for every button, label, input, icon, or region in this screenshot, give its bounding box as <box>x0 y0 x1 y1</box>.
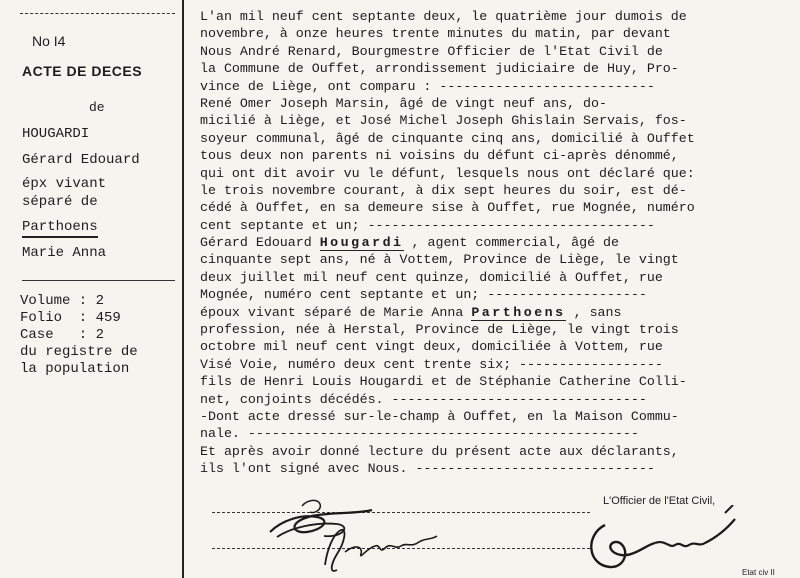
spouse-surname-emphasis: Parthoens <box>471 304 566 320</box>
officer-label: L'Officier de l'Etat Civil, <box>603 495 716 507</box>
spouse-name-line <box>200 304 790 321</box>
act-type-title: ACTE DE DECES <box>22 63 143 79</box>
register-case: Case : 2 <box>20 327 105 343</box>
act-line: vince de Liège, ont comparu : --------------------------- <box>200 78 655 94</box>
act-line: deux juillet mil neuf cent quinze, domicilié à Ouffet, rue <box>200 269 663 285</box>
register-folio: Folio : 459 <box>20 310 121 326</box>
act-line: le trois novembre courant, à dix sept heures du soir, est dé- <box>200 182 687 198</box>
register-line2: la population <box>20 361 130 377</box>
act-line: net, conjoints décédés. -------------------------------- <box>200 391 647 407</box>
register-volume: Volume : 2 <box>20 293 105 309</box>
officer-signature <box>575 505 745 578</box>
act-line: Mognée, numéro cent septante et un; -------------------- <box>200 287 647 303</box>
act-line: tous deux non parents ni voisins du défunt ci-après dénommé, <box>200 148 679 164</box>
deceased-line-prefix: Gérard Edouard <box>200 235 320 251</box>
act-line: cent septante et un; ------------------------------------ <box>200 217 655 233</box>
deceased-name-line <box>200 234 790 251</box>
act-line: octobre mil neuf cent vingt deux, domiciliée à Vottem, rue <box>200 339 663 355</box>
act-number: No I4 <box>32 33 66 49</box>
act-line: la Commune de Ouffet, arrondissement judiciaire de Huy, Pro- <box>200 61 679 77</box>
declarant-signature-2 <box>315 520 445 578</box>
act-line: ils l'ont signé avec Nous. ------------------------------ <box>200 461 655 477</box>
deceased-surname: HOUGARDI <box>22 126 90 142</box>
act-line: novembre, à onze heures trente minutes du matin, par devant <box>200 26 671 42</box>
act-line: cédé à Ouffet, en sa demeure sise à Ouffet, rue Mognée, numéro <box>200 200 695 216</box>
form-reference: Etat civ II <box>742 568 775 577</box>
spouse-line-suffix: , sans <box>565 304 622 320</box>
act-line: René Omer Joseph Marsin, âgé de vingt neuf ans, do- <box>200 95 607 111</box>
act-line: micilié à Liège, et José Michel Joseph Ghislain Servais, fos- <box>200 113 687 129</box>
register-reference <box>20 293 138 378</box>
act-line: profession, née à Herstal, Province de Liège, le vingt trois <box>200 322 679 338</box>
column-divider <box>182 0 184 578</box>
register-line1: du registre de <box>20 344 138 360</box>
deceased-surname-emphasis: Hougardi <box>319 235 404 251</box>
act-line: -Dont acte dressé sur-le-champ à Ouffet, en la Maison Commu- <box>200 408 679 424</box>
act-line: fils de Henri Louis Hougardi et de Stéphanie Catherine Colli- <box>200 374 687 390</box>
act-line: cinquante sept ans, né à Vottem, Province de Liège, le vingt <box>200 252 679 268</box>
act-line: L'an mil neuf cent septante deux, le quatrième jour dumois de <box>200 9 687 24</box>
act-line: Visé Voie, numéro deux cent trente six; ------------------ <box>200 356 663 372</box>
spouse-line-prefix: époux vivant séparé de Marie Anna <box>200 304 472 320</box>
sidebar-rule <box>22 280 175 281</box>
act-line: qui ont dit avoir vu le défunt, lesquels nous ont déclaré que: <box>200 165 695 181</box>
spouse-surname: Parthoens <box>22 219 98 238</box>
act-line: Et après avoir donné lecture du présent acte aux déclarants, <box>200 443 679 459</box>
deceased-line-suffix: , agent commercial, âgé de <box>403 235 619 251</box>
preposition-de: de <box>89 100 105 115</box>
act-body <box>200 8 790 478</box>
spouse-first-names: Marie Anna <box>22 245 107 261</box>
margin-sidebar <box>0 0 182 578</box>
act-line: nale. ------------------------------------------------- <box>200 426 639 442</box>
marital-status-line2: séparé de <box>22 194 98 210</box>
act-line: Nous André Renard, Bourgmestre Officier de l'Etat Civil de <box>200 43 663 59</box>
act-line: soyeur communal, âgé de cinquante cinq ans, domicilié à Ouffet <box>200 130 695 146</box>
marital-status-line1: épx vivant <box>22 176 107 192</box>
deceased-first-names: Gérard Edouard <box>22 152 140 168</box>
